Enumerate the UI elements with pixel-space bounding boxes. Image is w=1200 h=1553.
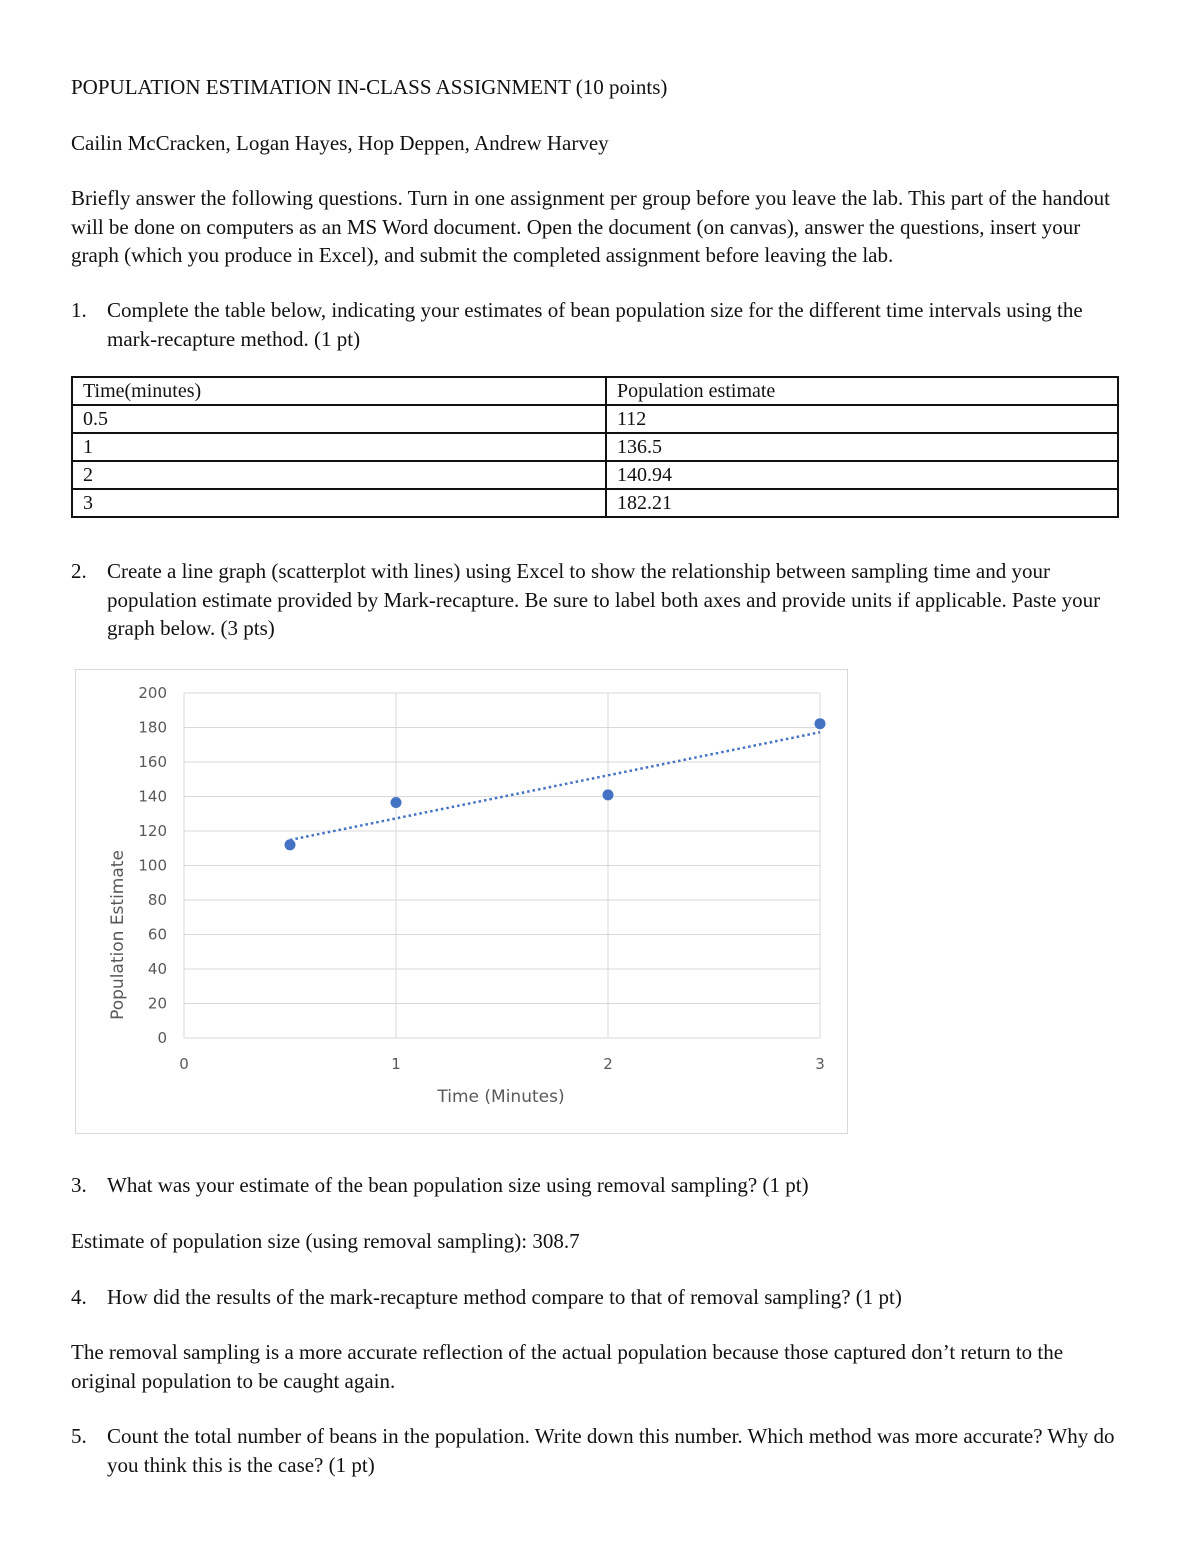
question-5-text: Count the total number of beans in the population. Write down this number. Which method was more accurate? Why do you think this is the case? (1 pt) — [107, 1424, 1115, 1477]
y-tick-label: 20 — [147, 994, 167, 1013]
chart-svg — [76, 670, 849, 1135]
x-axis-title: Time (Minutes) — [437, 1087, 565, 1107]
x-tick-label: 2 — [603, 1055, 613, 1073]
table-cell: 2 — [72, 461, 606, 489]
table-header-time: Time(minutes) — [72, 377, 606, 405]
question-1-number: 1. — [71, 298, 87, 322]
question-3-text: What was your estimate of the bean population size using removal sampling? (1 pt) — [107, 1173, 809, 1197]
y-axis-title: Population Estimate — [108, 850, 128, 1020]
answer-4: The removal sampling is a more accurate reflection of the actual population because those captured don’t return to the original population to be caught again. — [71, 1340, 1064, 1393]
table-row — [72, 405, 1118, 433]
y-tick-label: 120 — [138, 822, 167, 840]
population-chart — [75, 669, 848, 1134]
data-point — [603, 789, 614, 800]
question-4-number: 4. — [71, 1285, 87, 1309]
table-cell: 136.5 — [606, 433, 1118, 461]
y-tick-label: 100 — [138, 856, 167, 875]
question-5-number: 5. — [71, 1424, 87, 1448]
table-cell: 0.5 — [72, 405, 606, 433]
y-tick-label: 80 — [147, 891, 167, 909]
y-tick-label: 180 — [138, 718, 167, 737]
data-point — [815, 718, 826, 729]
table-cell: 1 — [72, 433, 606, 461]
document-title: POPULATION ESTIMATION IN-CLASS ASSIGNMENT (10 points) — [71, 75, 668, 99]
author-names: Cailin McCracken, Logan Hayes, Hop Deppen, Andrew Harvey — [71, 131, 609, 155]
trendline — [290, 732, 820, 840]
question-4-text: How did the results of the mark-recapture method compare to that of removal sampling? (1 pt) — [107, 1285, 902, 1309]
table-cell: 182.21 — [606, 489, 1118, 517]
table-header-row — [72, 377, 1118, 405]
data-point — [285, 839, 296, 850]
y-tick-label: 40 — [147, 960, 167, 978]
table-header-estimate: Population estimate — [606, 377, 1118, 405]
y-tick-label: 160 — [138, 753, 167, 771]
question-2-number: 2. — [71, 559, 87, 583]
y-tick-label: 0 — [157, 1029, 167, 1047]
table-row — [72, 461, 1118, 489]
y-tick-label: 200 — [138, 684, 167, 702]
population-estimate-table — [71, 376, 1119, 518]
y-tick-label: 140 — [138, 787, 167, 806]
intro-paragraph: Briefly answer the following questions. Turn in one assignment per group before you leave the lab. This part of the handout will be done on computers as an MS Word document. Open the document (on canvas), answer the questions, insert your graph (which you produce in Excel), and submit the completed assignment before leaving the lab. — [71, 186, 1110, 267]
x-tick-label: 3 — [815, 1055, 825, 1073]
question-2-text: Create a line graph (scatterplot with lines) using Excel to show the relationship between sampling time and your population estimate provided by Mark-recapture. Be sure to label both axes and provide units if applicable. Paste your graph below. (3 pts) — [107, 559, 1101, 640]
x-tick-label: 0 — [179, 1055, 189, 1073]
data-point — [391, 797, 402, 808]
table-row — [72, 433, 1118, 461]
table-cell: 112 — [606, 405, 1118, 433]
question-3-number: 3. — [71, 1173, 87, 1197]
table-cell: 140.94 — [606, 461, 1118, 489]
answer-3: Estimate of population size (using removal sampling): 308.7 — [71, 1229, 580, 1253]
y-tick-label: 60 — [147, 925, 167, 944]
question-1-text: Complete the table below, indicating your estimates of bean population size for the different time intervals using the mark-recapture method. (1 pt) — [107, 298, 1083, 351]
table-row — [72, 489, 1118, 517]
table-cell: 3 — [72, 489, 606, 517]
x-tick-label: 1 — [391, 1055, 401, 1073]
